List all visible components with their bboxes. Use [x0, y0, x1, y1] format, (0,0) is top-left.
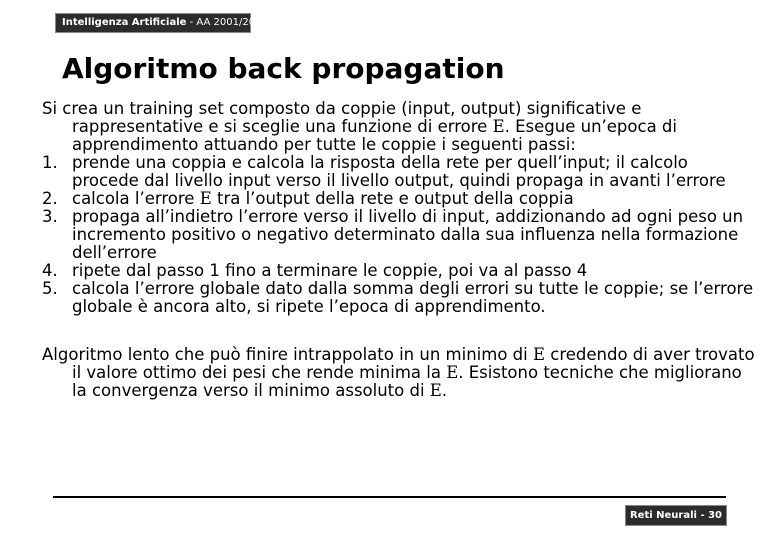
step-text: calcola l’errore globale dato dalla somma degli errori su tutte le coppie; se l’errore globale è ancora alto, si ripete l’epoca di apprendimento. [72, 279, 754, 316]
closing-paragraph [42, 346, 757, 400]
closing-text-3: . Esistono tecniche che migliorano la convergenza verso il minimo assoluto di [72, 363, 742, 400]
slide-title: Algoritmo back propagation [62, 52, 505, 85]
error-symbol: E [532, 345, 546, 364]
step-text: propaga all’indietro l’errore verso il livello di input, addizionando ad ogni peso un incremento positivo o negativo determinato dalla sua influenza nella formazione dell’errore [72, 207, 744, 262]
closing-text-2: credendo di aver trovato il valore ottimo dei pesi che rende minima la [72, 345, 755, 382]
intro-paragraph [42, 100, 757, 154]
step-item-3 [42, 208, 757, 262]
steps-list [42, 154, 757, 316]
error-symbol: E [199, 189, 212, 208]
course-header-badge [55, 13, 268, 33]
error-symbol: E [492, 117, 505, 136]
footer-divider [53, 496, 726, 498]
intro-text-2: . Esegue un’epoca di apprendimento attuando per tutte le coppie i seguenti passi: [72, 117, 677, 154]
closing-text-1: Algoritmo lento che può finire intrappolato in un minimo di [42, 345, 533, 364]
error-symbol: E [446, 363, 459, 382]
academic-year: - AA 2001/2002 [186, 17, 268, 28]
step-number: 4. [42, 261, 58, 280]
step-item-1 [42, 154, 757, 190]
step-text-cont: tra l’output della rete e output della coppia [211, 189, 574, 208]
step-text: ripete dal passo 1 fino a terminare le coppie, poi va al passo 4 [72, 261, 588, 280]
closing-text-4: . [441, 381, 448, 400]
paragraph-gap [42, 316, 757, 346]
step-item-5 [42, 280, 757, 316]
step-number: 2. [42, 189, 58, 208]
step-number: 3. [42, 207, 58, 226]
step-item-4 [42, 262, 757, 280]
slide-body [42, 100, 757, 400]
footer-badge: Reti Neurali - 30 [625, 505, 727, 526]
step-text: calcola l’errore [72, 189, 200, 208]
step-number: 5. [42, 279, 58, 298]
intro-text-1: Si crea un training set composto da coppie (input, output) significative e rappresentative e si sceglie una funzione di errore [42, 99, 642, 136]
step-number: 1. [42, 153, 58, 172]
step-text: prende una coppia e calcola la risposta della rete per quell’input; il calcolo procede dal livello input verso il livello output, quindi propaga in avanti l’errore [72, 153, 726, 190]
course-name: Intelligenza Artificiale [62, 17, 187, 28]
error-symbol: E [429, 381, 442, 400]
step-item-2 [42, 190, 757, 208]
